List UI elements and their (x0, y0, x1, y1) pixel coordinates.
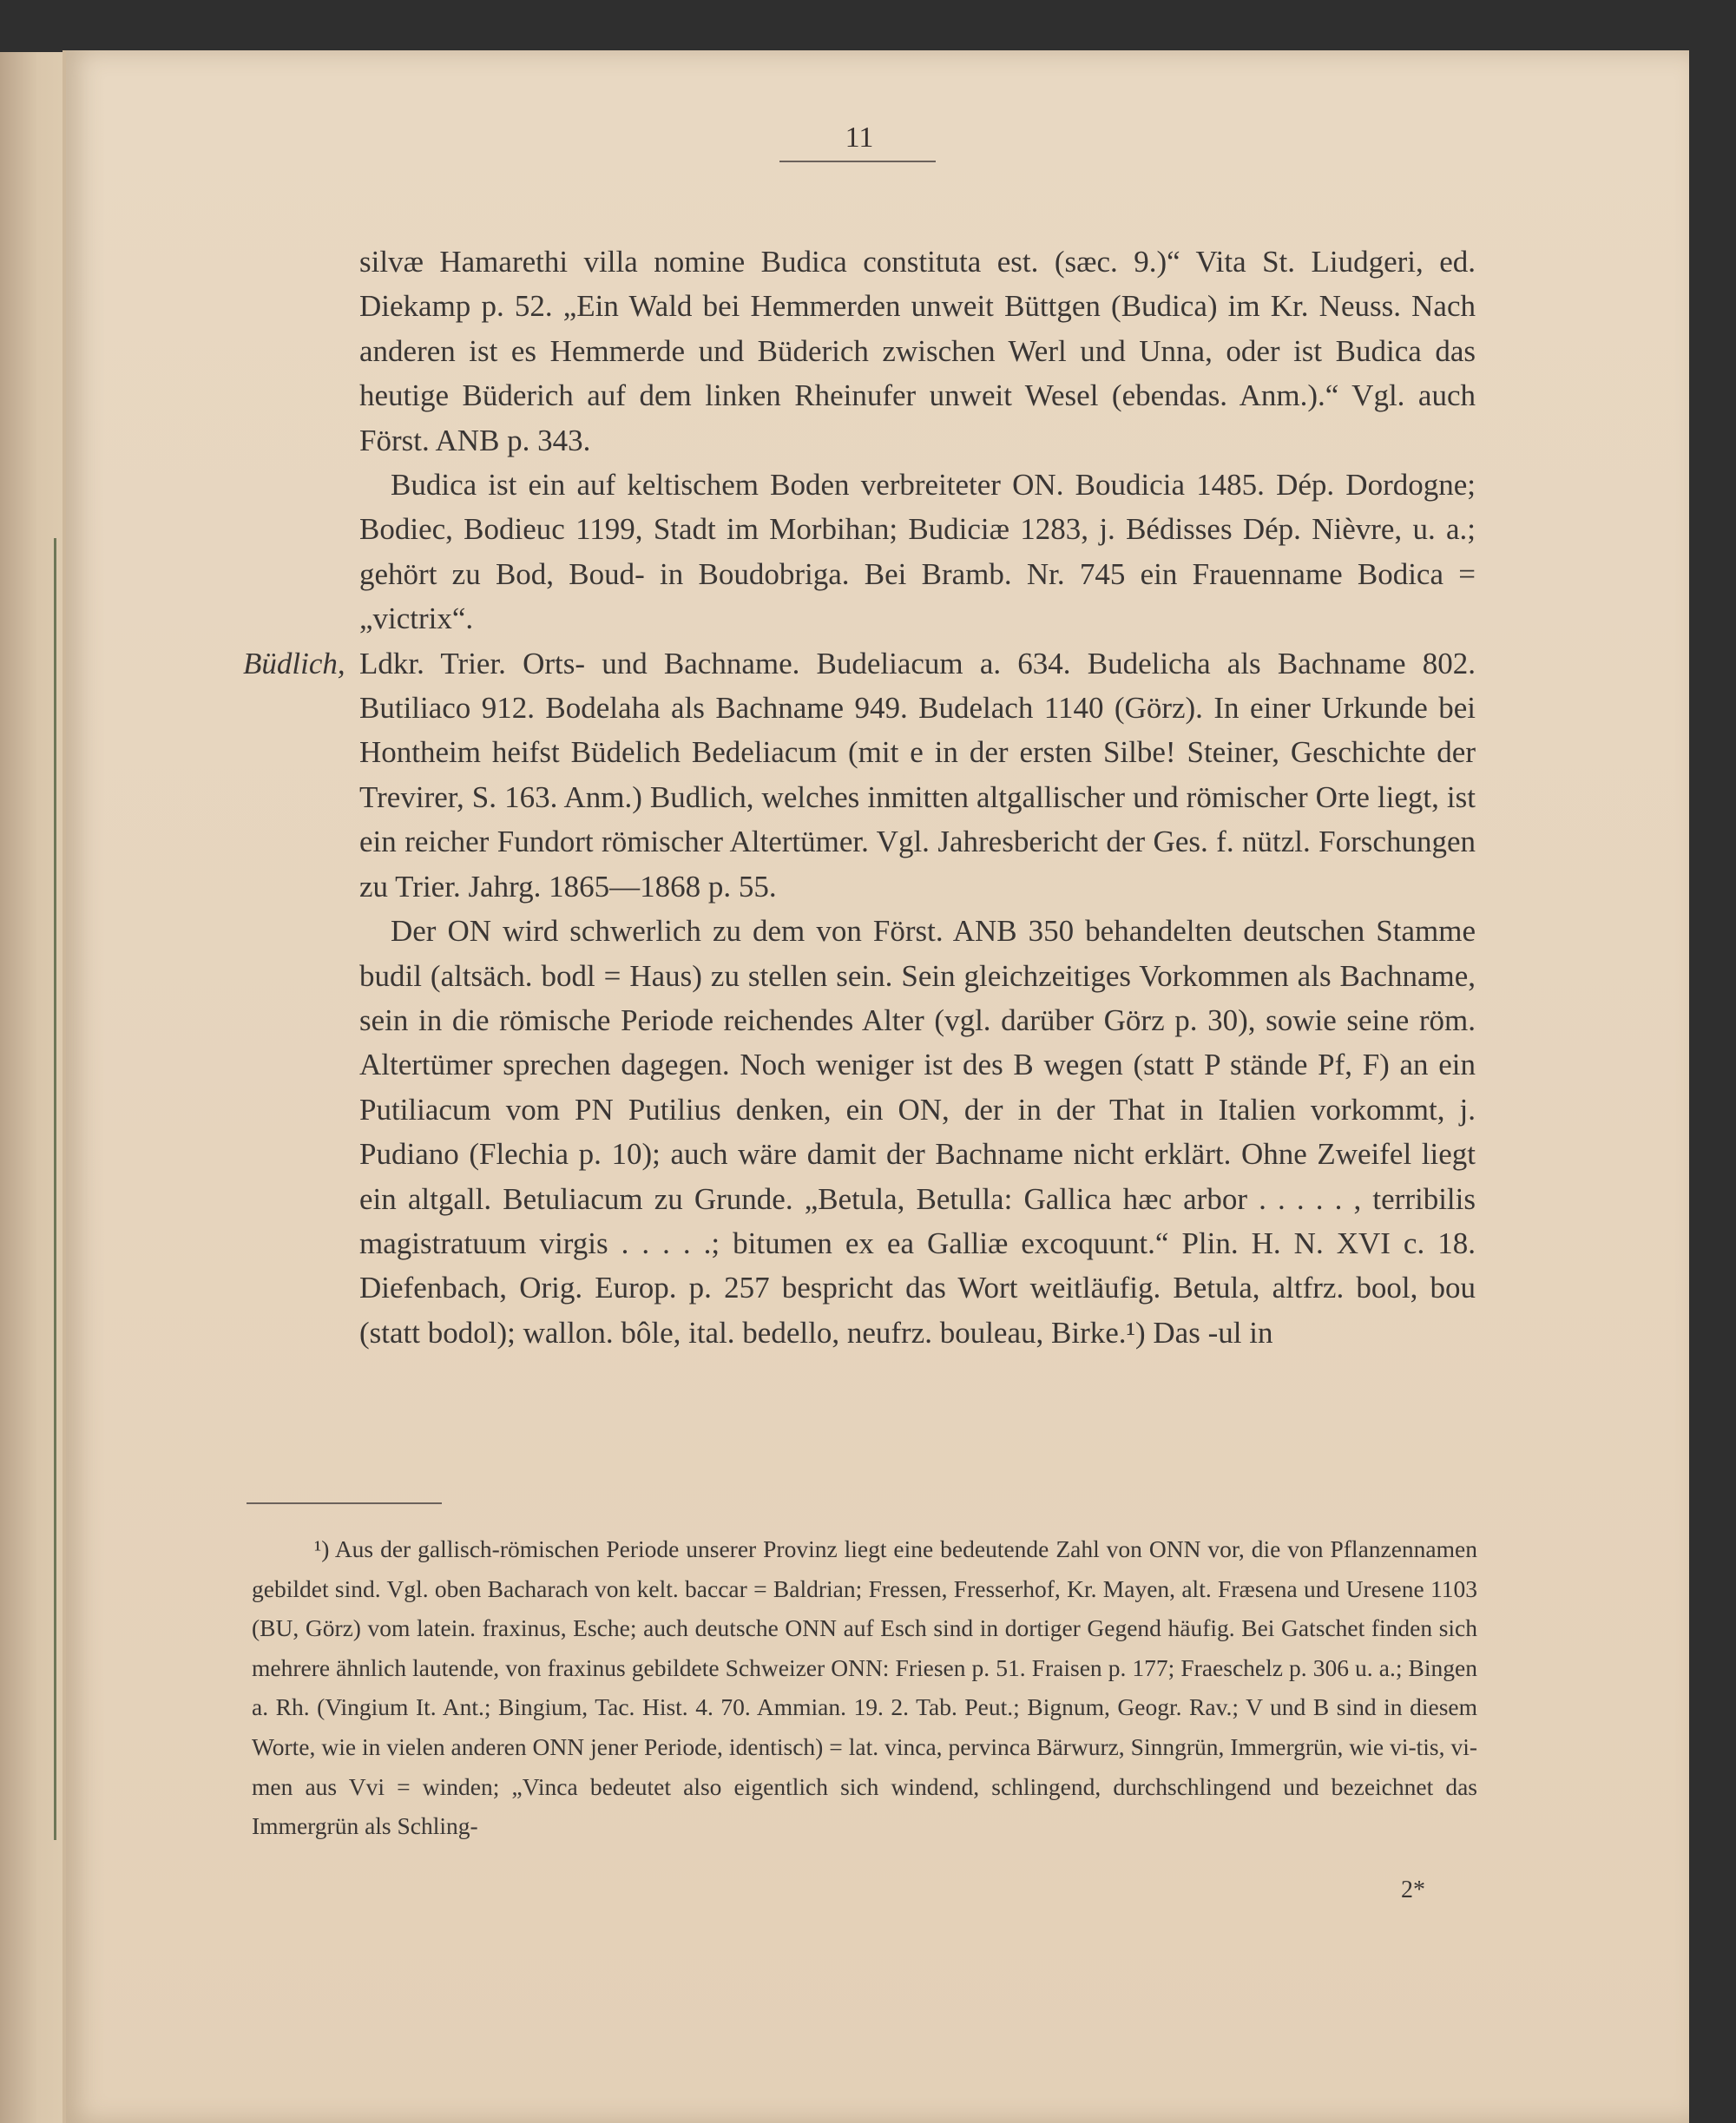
binding-thread (54, 538, 56, 1840)
signature-mark: 2* (1401, 1877, 1425, 1903)
page-number-rule (779, 161, 936, 162)
paragraph-budica-quote: silvæ Hamarethi villa nomine Budica constituta est. (sæc. 9.)“ Vita St. Liudgeri, ed. Diekamp p. 52. „Ein Wald bei Hemmerden unweit Büttgen (Budica) im Kr. Neuss. Nach anderen ist es Hemmerde und Büderich zwischen Werl und Unna, oder ist Budica das heutige Büderich auf dem linken Rheinufer unweit Wesel (ebendas. Anm.).“ Vgl. auch Först. ANB p. 343. (359, 245, 1476, 457)
main-text (243, 240, 1476, 1355)
footnote-1: ¹) Aus der gallisch-römischen Periode unserer Provinz liegt eine bedeutende Zahl von ONN vor, die von Pflanzennamen gebildet sind. Vgl. oben Bacharach von kelt. baccar = Baldrian; Fressen, Fresserhof, Kr. Mayen, alt. Fræsena und Uresene 1103 (BU, Görz) vom latein. fraxinus, Esche; auch deutsche ONN auf Esch sind in dortiger Gegend häufig. Bei Gatschet finden sich mehrere ähnlich lautende, von fraxinus gebildete Schweizer ONN: Friesen p. 51. Fraisen p. 177; Fraeschelz p. 306 u. a.; Bingen a. Rh. (Vingium It. Ant.; Bingium, Tac. Hist. 4. 70. Ammian. 19. 2. Tab. Peut.; Bignum, Geogr. Rav.; V und B sind in diesem Worte, wie in vielen anderen ONN jener Periode, identisch) = lat. vinca, pervinca Bärwurz, Sinngrün, Immergrün, wie vi-tis, vi-men aus Vvi = winden; „Vinca bedeutet also eigentlich sich windend, schlingend, durchschlingend und bezeichnet das Immergrün als Schling- (252, 1535, 1477, 1840)
entry-budlich (243, 641, 1476, 909)
paragraph-etymology: Der ON wird schwerlich zu dem von Först. ANB 350 behandelten deutschen Stamme budil (altsäch. bodl = Haus) zu stellen sein. Sein gleichzeitiges Vorkommen als Bachname, sein in die römische Periode reichendes Alter (vgl. darüber Görz p. 30), sowie seine röm. Altertümer sprechen dagegen. Noch weniger ist des B wegen (statt P stände Pf, F) an ein Putiliacum vom PN Putilius denken, ein ON, der in der That in Italien vorkommt, j. Pudiano (Flechia p. 10); auch wäre damit der Bachname nicht erklärt. Ohne Zweifel liegt ein altgall. Betuliacum zu Grunde. „Betula, Betulla: Gallica hæc arbor . . . . . , terribilis magistratuum virgis . . . . .; bitumen ex ea Galliæ excoquunt.“ Plin. H. N. XVI c. 18. Diefenbach, Orig. Europ. p. 257 bespricht das Wort weitläufig. Betula, altfrz. bool, bou (statt bodol); wallon. bôle, ital. bedello, neufrz. bouleau, Birke.¹) Das -ul in (359, 914, 1476, 1350)
footnotes (252, 1529, 1477, 1846)
footnote-rule (247, 1502, 442, 1504)
page-number: 11 (845, 122, 874, 154)
entry-text: Ldkr. Trier. Orts- und Bachname. Budeliacum a. 634. Budelicha als Bachname 802. Butiliaco 912. Bodelaha als Bachname 949. Budelach 1140 (Görz). In einer Urkunde bei Hontheim heifst Büdelich Bedeliacum (mit e in der ersten Silbe! Steiner, Geschichte der Trevirer, S. 163. Anm.) Budlich, welches inmitten altgallischer und römischer Orte liegt, ist ein reicher Fundort römischer Altertümer. Vgl. Jahresbericht der Ges. f. nützl. Forschungen zu Trier. Jahrg. 1865—1868 p. 55. (359, 646, 1476, 904)
entry-headword: Büdlich, (243, 646, 345, 680)
paragraph-budica-celtic: Budica ist ein auf keltischem Boden verbreiteter ON. Boudicia 1485. Dép. Dordogne; Bodiec, Bodieuc 1199, Stadt im Morbihan; Budiciæ 1283, j. Bédisses Dép. Nièvre, u. a.; gehört zu Bod, Boud- in Boudobriga. Bei Bramb. Nr. 745 ein Frauenname Bodica = „victrix“. (359, 468, 1476, 636)
